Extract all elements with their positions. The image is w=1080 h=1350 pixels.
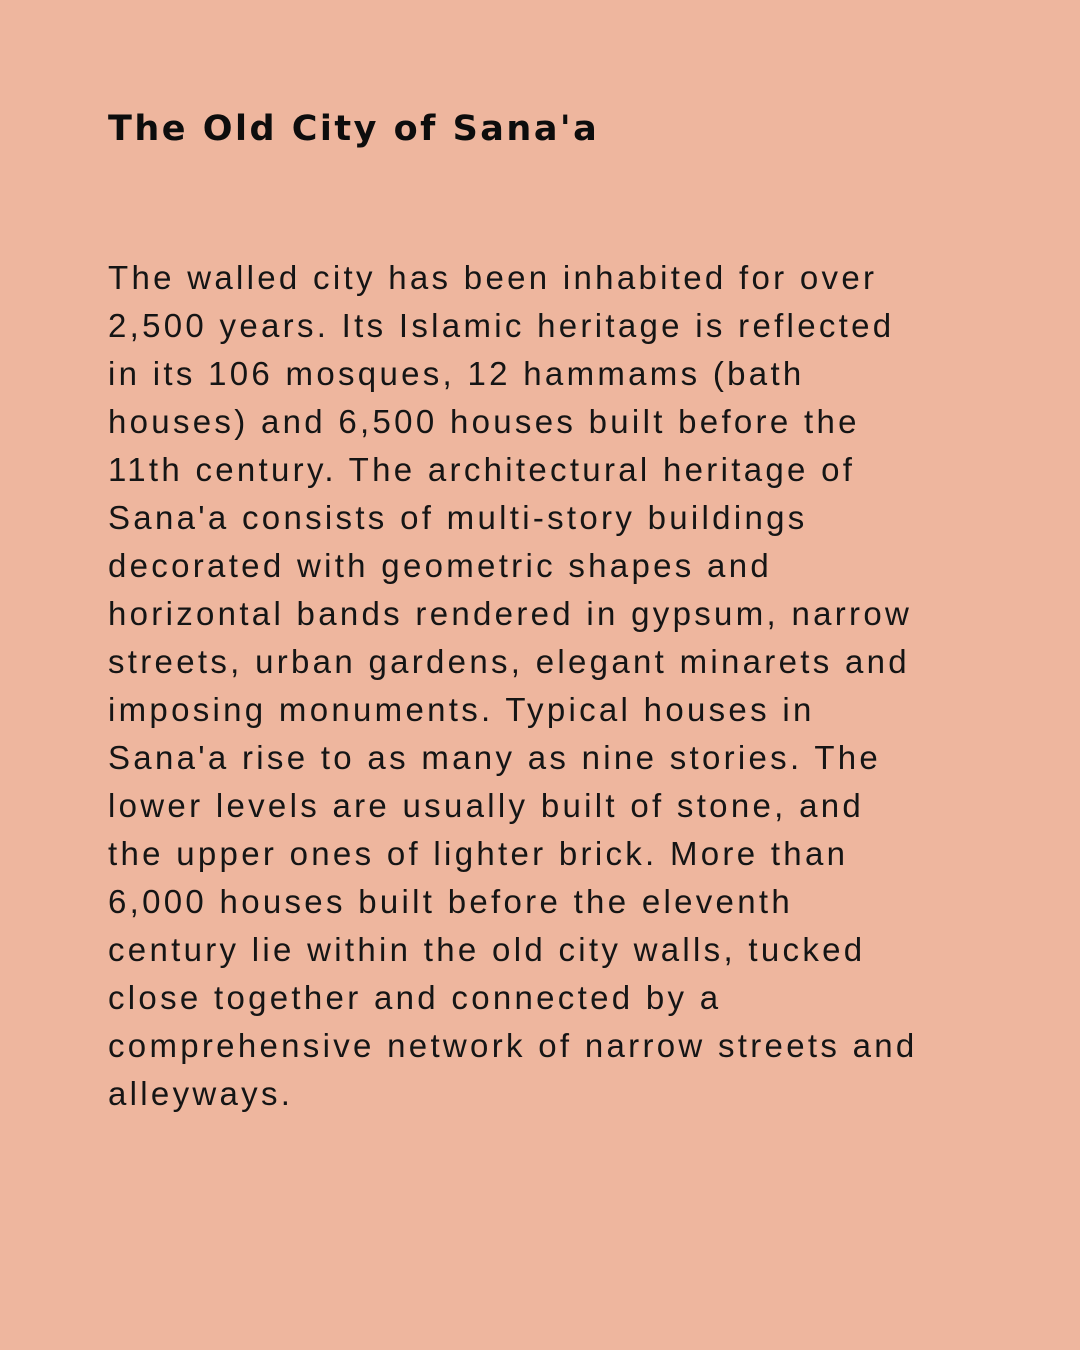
page-title: The Old City of Sana'a — [108, 109, 600, 149]
paragraph-line: Sana'a consists of multi-story buildings — [108, 499, 808, 536]
paragraph-line: century lie within the old city walls, tucked — [108, 931, 866, 968]
paragraph-line: The walled city has been inhabited for over — [108, 259, 878, 296]
paragraph-line: 6,000 houses built before the eleventh — [108, 883, 793, 920]
paragraph-line: streets, urban gardens, elegant minarets and — [108, 643, 910, 680]
paragraph-line: decorated with geometric shapes and — [108, 547, 772, 584]
paragraph-line: 11th century. The architectural heritage of — [108, 451, 856, 488]
body-paragraph — [108, 254, 1008, 1118]
paragraph-line: imposing monuments. Typical houses in — [108, 691, 815, 728]
paragraph-line: the upper ones of lighter brick. More than — [108, 835, 849, 872]
paragraph-line: alleyways. — [108, 1075, 294, 1112]
paragraph-line: houses) and 6,500 houses built before the — [108, 403, 860, 440]
paragraph-line: 2,500 years. Its Islamic heritage is reflected — [108, 307, 895, 344]
paragraph-line: lower levels are usually built of stone, and — [108, 787, 865, 824]
paragraph-line: close together and connected by a — [108, 979, 722, 1016]
paragraph-line: in its 106 mosques, 12 hammams (bath — [108, 355, 805, 392]
paragraph-line: comprehensive network of narrow streets and — [108, 1027, 918, 1064]
paragraph-line: Sana'a rise to as many as nine stories. The — [108, 739, 882, 776]
paragraph-line: horizontal bands rendered in gypsum, narrow — [108, 595, 913, 632]
